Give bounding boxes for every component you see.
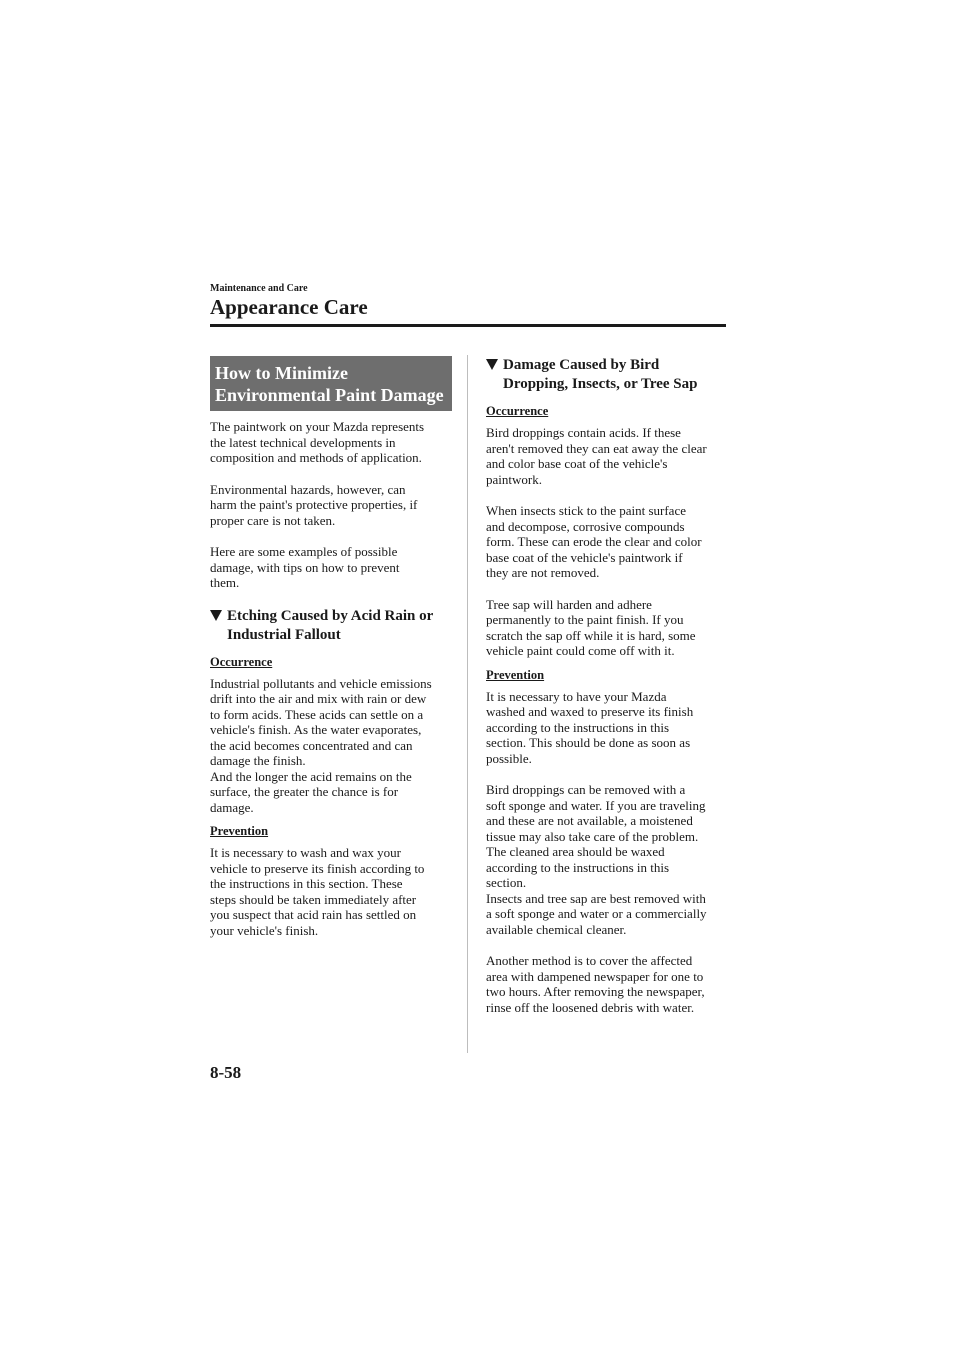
subhead-text: Etching Caused by Acid Rain or Industrial Fallout xyxy=(227,607,434,643)
occurrence-paragraph: Industrial pollutants and vehicle emissions drift into the air and mix with rain or dew to form acids. These acids can settle on a vehicle's finish. As the water evaporates, the acid becomes concentrated and can damage the finish. And the longer the acid remains on the surface, the greater the chance is for damage. xyxy=(210,675,432,815)
occurrence-paragraph: When insects stick to the paint surface and decompose, corrosive compounds form. These can erode the clear and color base coat of the vehicle's paintwork if they are not removed. xyxy=(486,503,702,580)
page-number: 8-58 xyxy=(210,1063,242,1082)
prevention-paragraph: It is necessary to wash and wax your vehicle to preserve its finish according to the instructions in this section. These steps should be taken immediately after you suspect that acid rain has settled on your vehicle's finish. xyxy=(210,845,425,938)
subhead-bird-droppings xyxy=(486,356,730,394)
section-title: How to Minimize Environmental Paint Damage xyxy=(215,363,444,405)
column-divider xyxy=(467,355,468,1053)
title-rule xyxy=(210,324,726,327)
subhead-acid-rain xyxy=(210,607,452,645)
section-title-box xyxy=(210,356,452,411)
subhead-text: Damage Caused by Bird Dropping, Insects, or Tree Sap xyxy=(503,357,698,392)
occurrence-paragraph: Tree sap will harden and adhere permanently to the paint finish. If you scratch the sap off while it is hard, some vehicle paint could come off with it. xyxy=(486,596,696,658)
right-column xyxy=(486,356,730,1031)
prevention-paragraph: Bird droppings can be removed with a soft sponge and water. If you are traveling and these are not available, a moistened tissue may also take care of the problem. The cleaned area should be waxed according to the instructions in this section. Insects and tree sap are best removed with a soft sponge and water or a commercially available chemical cleaner. xyxy=(486,782,707,937)
chapter-label: Maintenance and Care xyxy=(210,283,308,294)
occurrence-label: Occurrence xyxy=(486,404,549,418)
intro-paragraph: Here are some examples of possible damage, with tips on how to prevent them. xyxy=(210,544,400,590)
prevention-paragraph: Another method is to cover the affected area with dampened newspaper for one to two hours. After removing the newspaper, rinse off the loosened debris with water. xyxy=(486,953,705,1015)
occurrence-label: Occurrence xyxy=(210,654,273,669)
intro-paragraph: Environmental hazards, however, can harm the paint's protective properties, if proper care is not taken. xyxy=(210,481,418,528)
left-column xyxy=(210,356,452,954)
triangle-bullet-icon xyxy=(486,359,498,370)
prevention-label: Prevention xyxy=(486,667,545,682)
prevention-label: Prevention xyxy=(210,824,269,838)
triangle-bullet-icon xyxy=(210,610,222,621)
page-title: Appearance Care xyxy=(210,295,368,319)
prevention-paragraph: It is necessary to have your Mazda washed and waxed to preserve its finish according to the instructions in this section. This should be done as soon as possible. xyxy=(486,688,694,766)
intro-paragraph: The paintwork on your Mazda represents the latest technical developments in composition and methods of application. xyxy=(210,419,425,465)
occurrence-paragraph: Bird droppings contain acids. If these aren't removed they can eat away the clear and color base coat of the vehicle's paintwork. xyxy=(486,425,707,487)
